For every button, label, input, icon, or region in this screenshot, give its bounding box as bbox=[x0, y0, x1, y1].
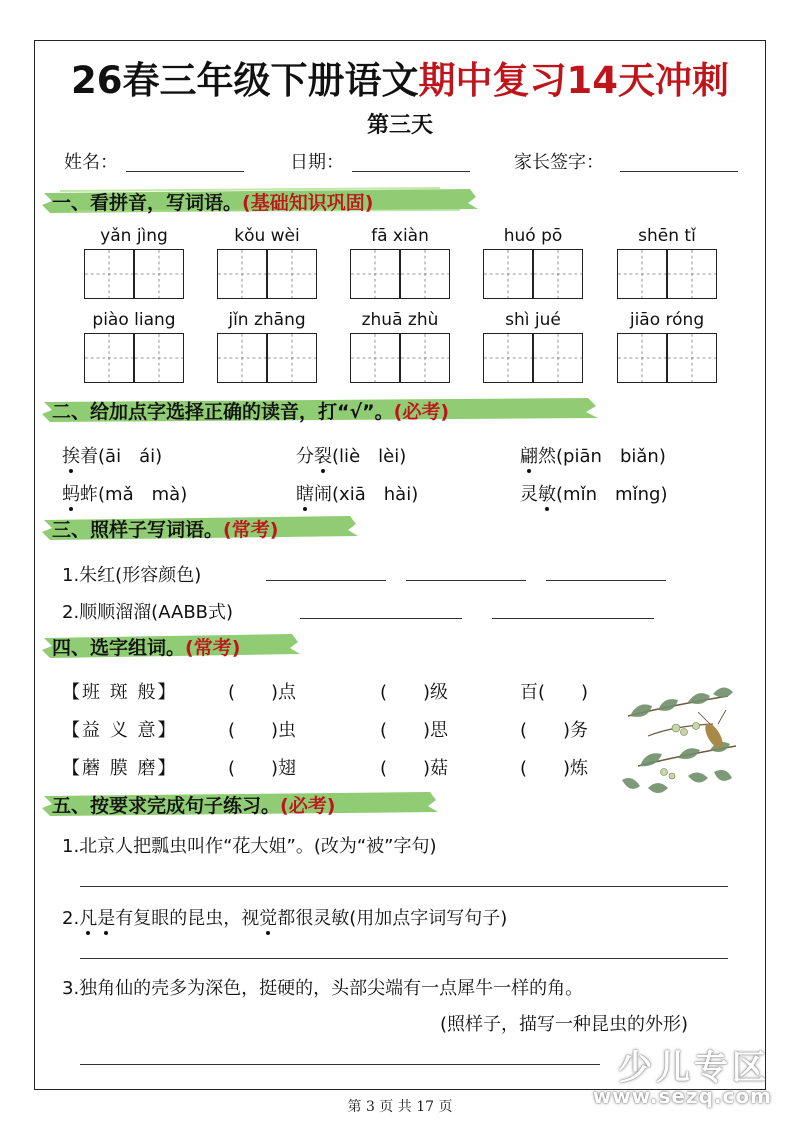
writing-box[interactable] bbox=[350, 333, 400, 383]
fill-blank[interactable]: ( )菇 bbox=[380, 758, 449, 779]
parent-signature-field[interactable] bbox=[620, 171, 738, 172]
plant-illustration bbox=[618, 676, 742, 806]
section-2-tag: (必考) bbox=[393, 401, 450, 423]
emphasis-dot-char: 瞎 bbox=[296, 484, 314, 505]
pinyin-label: fā xiàn bbox=[371, 226, 429, 246]
writing-box[interactable] bbox=[84, 249, 134, 299]
answer-line[interactable] bbox=[266, 580, 386, 581]
writing-box[interactable] bbox=[483, 333, 533, 383]
sentence-question-3-note: (照样子，描写一种昆虫的外形) bbox=[440, 1014, 689, 1035]
fill-blank[interactable]: ( )点 bbox=[228, 682, 297, 703]
section-3-title: 三、照样子写词语。 bbox=[52, 519, 224, 541]
emphasis-dot-char: 挨 bbox=[62, 446, 80, 467]
pinyin-label: kǒu wèi bbox=[234, 226, 300, 246]
answer-line[interactable] bbox=[492, 618, 654, 619]
fill-blank[interactable]: ( )务 bbox=[520, 720, 589, 741]
writing-box[interactable] bbox=[134, 333, 184, 383]
section-4-title: 四、选字组词。 bbox=[52, 637, 186, 659]
answer-line[interactable] bbox=[546, 580, 666, 581]
section-3-header bbox=[40, 510, 360, 544]
reading-item-5[interactable]: 瞎 闹(xiā hài) bbox=[296, 480, 418, 506]
fill-blank[interactable]: ( )翅 bbox=[228, 758, 297, 779]
section-5-title: 五、按要求完成句子练习。 bbox=[52, 795, 281, 817]
word-question-2: 2.顺顺溜溜(AABB式) bbox=[62, 602, 234, 623]
sentence-question-2: 2.凡 是 有复眼的昆虫，视觉 都很灵敏(用加点字词写句子) bbox=[62, 904, 507, 930]
insect-icon bbox=[698, 710, 726, 751]
writing-box[interactable] bbox=[84, 333, 134, 383]
answer-line[interactable] bbox=[80, 886, 728, 887]
fill-blank[interactable]: ( )思 bbox=[380, 720, 449, 741]
writing-box[interactable] bbox=[400, 249, 450, 299]
writing-box[interactable] bbox=[617, 249, 667, 299]
pinyin-label: huó pō bbox=[503, 226, 563, 246]
section-2-title: 二、给加点字选择正确的读音，打“√”。 bbox=[52, 401, 394, 423]
sentence-question-1: 1.北京人把瓢虫叫作“花大姐”。(改为“被”字句) bbox=[62, 836, 437, 857]
reading-item-3[interactable]: 翩 然(piān biǎn) bbox=[520, 442, 666, 468]
section-5-tag: (必考) bbox=[280, 795, 336, 817]
section-2-header bbox=[40, 392, 600, 426]
answer-line[interactable] bbox=[406, 580, 526, 581]
pinyin-label: yǎn jìng bbox=[100, 226, 168, 246]
emphasis-dot-char: 翩 bbox=[520, 446, 538, 467]
section-4-header bbox=[40, 628, 302, 662]
name-label: 姓名： bbox=[64, 152, 118, 173]
answer-line[interactable] bbox=[80, 958, 728, 959]
writing-box[interactable] bbox=[617, 333, 667, 383]
writing-box[interactable] bbox=[217, 333, 267, 383]
pinyin-label: shēn tǐ bbox=[638, 226, 696, 246]
fill-blank[interactable]: ( )级 bbox=[380, 682, 449, 703]
emphasis-dot-char: 敏 bbox=[538, 484, 556, 505]
writing-box[interactable] bbox=[134, 249, 184, 299]
writing-box[interactable] bbox=[667, 249, 717, 299]
pinyin-label: piào liang bbox=[92, 310, 176, 330]
pinyin-label: zhuā zhù bbox=[361, 310, 439, 330]
section-3-tag: (常考) bbox=[223, 519, 279, 541]
section-4-tag: (常考) bbox=[185, 637, 241, 659]
writing-box[interactable] bbox=[483, 249, 533, 299]
page-number: 第 3 页 共 17 页 bbox=[347, 1099, 453, 1115]
writing-box[interactable] bbox=[267, 249, 317, 299]
writing-box[interactable] bbox=[267, 333, 317, 383]
section-1-tag: (基础知识巩固) bbox=[242, 192, 374, 214]
fill-blank[interactable]: ( )炼 bbox=[520, 758, 589, 779]
parent-signature-label: 家长签字： bbox=[514, 152, 604, 173]
sentence-question-3: 3.独角仙的壳多为深色，挺硬的，头部尖端有一点犀牛一样的角。 bbox=[62, 978, 584, 999]
writing-box[interactable] bbox=[533, 333, 583, 383]
page-title: 26春三年级下册语文期中复习14天冲刺 bbox=[71, 59, 729, 102]
char-group-2: 【益 义 意】 bbox=[62, 720, 178, 741]
watermark-url: www.sezq.com bbox=[592, 1084, 772, 1108]
fill-blank[interactable]: ( )虫 bbox=[228, 720, 297, 741]
section-1-title: 一、看拼音，写词语。 bbox=[52, 192, 243, 214]
page-subtitle: 第三天 bbox=[366, 113, 433, 138]
answer-line[interactable] bbox=[300, 618, 462, 619]
pinyin-label: jiāo róng bbox=[629, 310, 705, 330]
watermark-brand: 少儿专区 bbox=[618, 1048, 770, 1088]
reading-item-1[interactable]: 挨 着(āi ái) bbox=[62, 442, 162, 468]
section-5-header bbox=[40, 786, 440, 820]
char-group-1: 【班 斑 般】 bbox=[62, 682, 178, 703]
writing-box[interactable] bbox=[667, 333, 717, 383]
pinyin-label: shì jué bbox=[505, 310, 561, 330]
reading-item-2[interactable]: 分裂 (liè lèi) bbox=[296, 442, 406, 468]
reading-item-6[interactable]: 灵敏 (mǐn mǐng) bbox=[520, 480, 667, 506]
char-group-3: 【蘑 膜 磨】 bbox=[62, 758, 178, 779]
date-field[interactable] bbox=[352, 171, 470, 172]
writing-box[interactable] bbox=[533, 249, 583, 299]
writing-box[interactable] bbox=[350, 249, 400, 299]
reading-item-4[interactable]: 蚂 蚱(mǎ mà) bbox=[62, 480, 187, 506]
date-label: 日期： bbox=[290, 152, 344, 173]
name-field[interactable] bbox=[126, 171, 244, 172]
writing-box[interactable] bbox=[400, 333, 450, 383]
answer-line[interactable] bbox=[80, 1064, 600, 1065]
emphasis-dot-char: 蚂 bbox=[62, 484, 80, 505]
word-question-1: 1.朱红(形容颜色) bbox=[62, 565, 202, 586]
pinyin-label: jǐn zhāng bbox=[228, 310, 306, 330]
emphasis-dot-char: 裂 bbox=[314, 446, 332, 467]
writing-box[interactable] bbox=[217, 249, 267, 299]
section-1-header bbox=[40, 183, 480, 217]
fill-blank[interactable]: 百( ) bbox=[520, 682, 589, 703]
